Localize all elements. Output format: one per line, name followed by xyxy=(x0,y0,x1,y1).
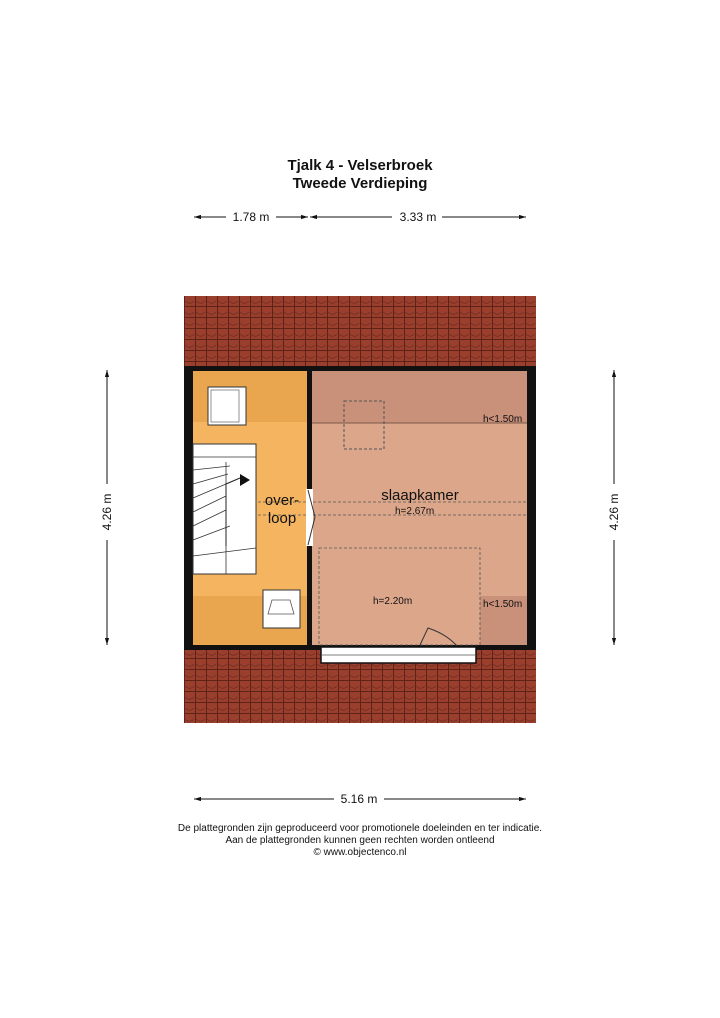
dim-left-label: 4.26 m xyxy=(100,493,114,531)
bedroom-label: slaapkamer xyxy=(381,487,459,504)
disclaimer-line-2: Aan de plattegronden kunnen geen rechten worden ontleend xyxy=(225,835,495,846)
roof-top xyxy=(184,296,536,368)
height-label-dormer: h=2.20m xyxy=(373,596,413,607)
height-label-center: h=2.67m xyxy=(395,506,435,517)
dim-bottom-label: 5.16 m xyxy=(340,792,378,806)
disclaimer-line-1: De plattegronden zijn geproduceerd voor promotionele doeleinden en ter indicatie. xyxy=(177,823,543,834)
washing-machine xyxy=(208,387,246,425)
plan-title-address: Tjalk 4 - Velserbroek xyxy=(287,157,433,174)
height-label-top: h<1.50m xyxy=(483,414,523,425)
height-label-bottom: h<1.50m xyxy=(483,599,523,610)
copyright-line: © www.objectenco.nl xyxy=(313,847,407,858)
landing-label-line2: loop xyxy=(267,510,297,527)
sink xyxy=(263,590,300,628)
dim-top-left-label: 1.78 m xyxy=(232,210,270,224)
dim-right-label: 4.26 m xyxy=(607,493,621,531)
staircase xyxy=(193,444,256,574)
plan-title-floor: Tweede Verdieping xyxy=(292,175,428,192)
landing-label-line1: over- xyxy=(264,492,300,509)
dim-top-right-label: 3.33 m xyxy=(399,210,437,224)
